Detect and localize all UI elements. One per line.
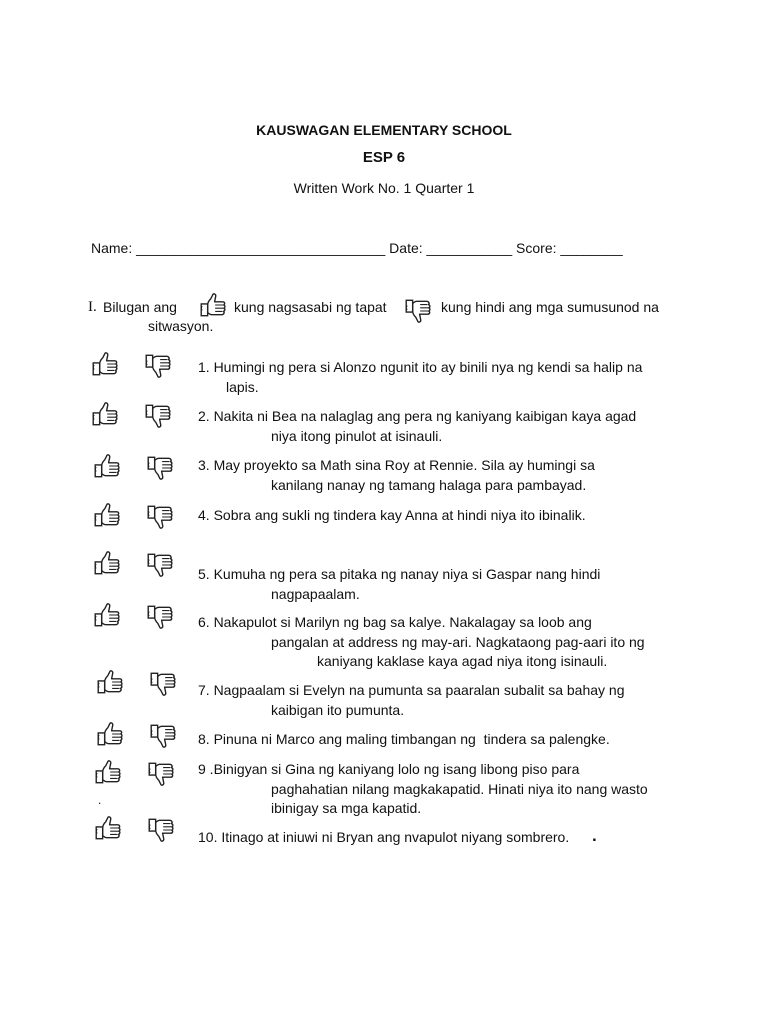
stray-mark: .	[98, 793, 102, 807]
item-text-line: ibinigay sa mga kapatid.	[271, 800, 422, 816]
thumbs-up-icon[interactable]	[92, 548, 122, 578]
item-text-line: pangalan at address ng may-ari. Nagkataong pag-aari ito ng	[271, 633, 645, 650]
thumbs-down-icon[interactable]	[145, 453, 175, 483]
item-text-line: 3. May proyekto sa Math sina Roy at Rennie. Sila ay humingi sa	[198, 457, 595, 473]
instruction-part3: kung hindi ang mga sumusunod na	[441, 299, 659, 315]
thumbs-down-icon[interactable]	[146, 815, 176, 845]
item-text-line: paghahatian nilang magkakapatid. Hinati niya ito nang wasto	[271, 780, 648, 797]
item-text-line: niya itong pinulot at isinauli.	[271, 427, 443, 444]
thumbs-down-icon[interactable]	[148, 721, 178, 751]
thumbs-down-icon[interactable]	[146, 759, 176, 789]
work-title: Written Work No. 1 Quarter 1	[293, 180, 475, 196]
thumbs-up-icon[interactable]	[90, 399, 120, 429]
thumbs-up-icon[interactable]	[93, 813, 123, 843]
item-text-line: 1. Humingi ng pera si Alonzo ngunit ito ay binili nya ng kendi sa halip na	[198, 359, 643, 375]
school-name: KAUSWAGAN ELEMENTARY SCHOOL	[256, 122, 512, 138]
instruction-number: I.	[88, 299, 97, 315]
thumbs-up-icon[interactable]	[92, 500, 122, 530]
thumbs-up-icon[interactable]	[92, 451, 122, 481]
thumbs-up-icon[interactable]	[90, 349, 120, 379]
instruction-part4: sitwasyon.	[148, 318, 214, 334]
thumbs-up-icon[interactable]	[95, 667, 125, 697]
thumbs-down-icon	[403, 296, 433, 326]
item-text-line: kaibigan ito pumunta.	[271, 701, 405, 718]
item-text-line: 9 .Binigyan si Gina ng kaniyang lolo ng isang libong piso para	[198, 761, 580, 777]
thumbs-up-icon[interactable]	[95, 719, 125, 749]
thumbs-down-icon[interactable]	[145, 550, 175, 580]
item-text-line: 7. Nagpaalam si Evelyn na pumunta sa paaralan subalit sa bahay ng	[198, 682, 625, 698]
thumbs-down-icon[interactable]	[143, 351, 173, 381]
item-text-line: 4. Sobra ang sukli ng tindera kay Anna at hindi niya ito ibinalik.	[198, 507, 586, 523]
item-text-line: 10. Itinago at iniuwi ni Bryan ang nvapulot niyang sombrero.	[198, 829, 570, 845]
thumbs-up-icon[interactable]	[92, 600, 122, 630]
subject-title: ESP 6	[362, 149, 406, 166]
item-text-line: lapis.	[226, 378, 259, 395]
thumbs-down-icon[interactable]	[143, 401, 173, 431]
item-text-line: kaniyang kaklase kaya agad niya itong isinauli.	[317, 653, 608, 669]
thumbs-down-icon[interactable]	[145, 502, 175, 532]
thumbs-down-icon[interactable]	[148, 669, 178, 699]
form-line: Name: ________________________________ Date: ___________ Score: ________	[91, 240, 623, 256]
thumbs-down-icon[interactable]	[145, 602, 175, 632]
instruction-part2: kung nagsasabi ng tapat	[234, 299, 387, 315]
instruction-part1: Bilugan ang	[103, 299, 177, 315]
item-text-line: 8. Pinuna ni Marco ang maling timbangan ng tindera sa palengke.	[198, 731, 610, 747]
item-10-period: .	[592, 826, 597, 845]
thumbs-up-icon[interactable]	[93, 757, 123, 787]
item-text-line: nagpapaalam.	[271, 585, 360, 602]
item-text-line: 6. Nakapulot si Marilyn ng bag sa kalye. Nakalagay sa loob ang	[198, 614, 592, 630]
item-text-line: kanilang nanay ng tamang halaga para pambayad.	[271, 476, 587, 493]
item-text-line: 5. Kumuha ng pera sa pitaka ng nanay niya si Gaspar nang hindi	[198, 566, 601, 582]
thumbs-up-icon	[198, 290, 228, 320]
item-text-line: 2. Nakita ni Bea na nalaglag ang pera ng kaniyang kaibigan kaya agad	[198, 408, 637, 424]
